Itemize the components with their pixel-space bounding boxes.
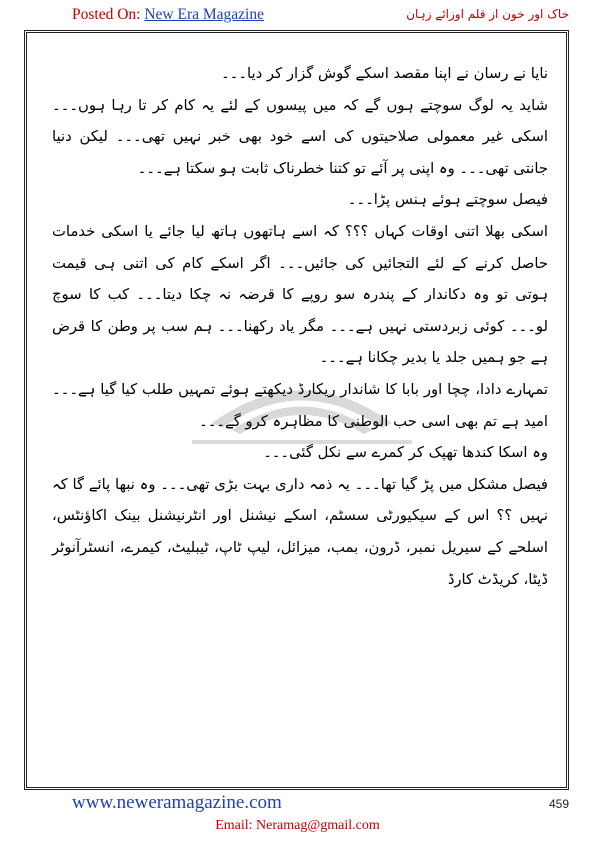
paragraph: نایا نے رسان نے اپنا مقصد اسکے گوش گزار کر دیا۔۔۔ (221, 65, 548, 82)
contact-email: Email: Neramag@gmail.com (215, 818, 380, 833)
paragraph: فیصل مشکل میں پڑ گیا تھا۔۔۔ یہ ذمہ داری بہت بڑی تھی۔۔۔ وہ نبھا پائے گا کہ نہیں ؟؟ اس کے سیکیورٹی سسٹم، اسکے نیشنل اور انٹرنیشنل بینک اکاؤنٹس، اسلحے کے سیریل نمبر، ڈرون، بمب، میزائل، لیپ ٹاپ، ٹیبلیٹ، کیمرے، انسٹرآنوٹر ڈیٹا، کریڈٹ کارڈ (52, 475, 548, 588)
posted-on-label: Posted On: (72, 6, 141, 23)
magazine-link[interactable]: New Era Magazine (144, 6, 264, 23)
posted-on-header (72, 6, 264, 24)
paragraph: شاید یہ لوگ سوچتے ہوں گے کہ میں پیسوں کے لئے یہ کام کر تا رہا ہوں۔۔۔ اسکی غیر معمولی صلاحیتوں کی اسے خود بھی خبر نہیں تھی۔۔۔ لیکن دنیا جانتی تھی۔۔۔ وہ اپنی پر آئے تو کتنا خطرناک ثابت ہو سکتا ہے۔۔۔ (52, 96, 548, 177)
paragraph: تمہارے دادا، چچا اور بابا کا شاندار ریکارڈ دیکھتے ہوئے تمہیں طلب کیا گیا ہے۔۔۔ امید ہے تم بھی اسی حب الوطنی کا مظاہرہ کرو گے۔۔۔ (52, 380, 548, 430)
paragraph: فیصل سوچتے ہوئے ہنس پڑا۔۔۔ (347, 191, 548, 209)
page-number: 459 (548, 797, 569, 811)
website-link[interactable]: www.neweramagazine.com (72, 792, 282, 813)
paragraph: وہ اسکا کندھا تھپک کر کمرے سے نکل گئی۔۔۔ (263, 444, 548, 462)
article-body (52, 58, 548, 758)
paragraph: اسکی بھلا اتنی اوقات کہاں ؟؟؟ کہ اسے ہاتھوں ہاتھ لیا جائے یا اسکی خدمات حاصل کرنے کے لئے التجائیں کی جائیں۔۔۔ اگر اسکے کام کی اتنی ہی قیمت ہوتی تو وہ دکاندار کے پندرہ سو روپے کا قرضہ نہ چکا دیتا۔۔۔ کب کا سوچ لو۔۔۔ کوئی زبردستی نہیں ہے۔۔۔ مگر یاد رکھنا۔۔۔ ہم سب پر وطن کا قرض ہے جو ہمیں جلد یا بدیر چکانا ہے۔۔۔ (52, 222, 548, 367)
story-title: خاک اور خون از قلم اوزائے زہان (406, 7, 569, 21)
